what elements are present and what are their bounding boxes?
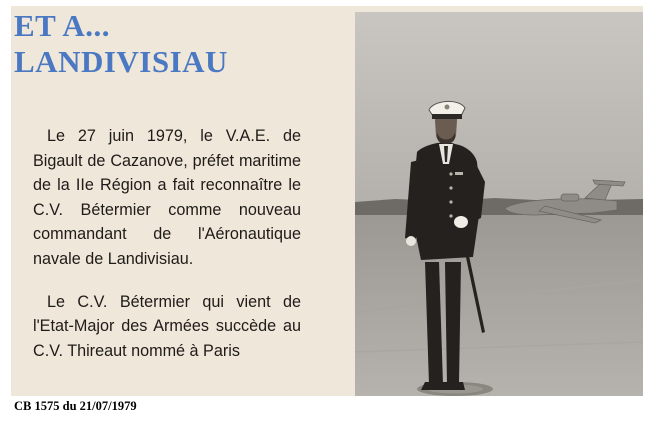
article-paragraph-1: Le 27 juin 1979, le V.A.E. de Bigault de Cazanove, préfet maritime de la IIe Région a fait reconnaître le C.V. Bétermier comme nouveau commandant de l'Aéronautique navale de Landivisiau. xyxy=(33,127,301,268)
source-caption: CB 1575 du 21/07/1979 xyxy=(14,399,137,413)
article-paragraph-2: Le C.V. Bétermier qui vient de l'Etat-Major des Armées succède au C.V. Thireaut nommé à Paris xyxy=(33,292,301,360)
headline xyxy=(14,8,228,80)
newspaper-clipping xyxy=(11,6,643,396)
commander-photo xyxy=(355,12,643,396)
article-body xyxy=(33,124,301,381)
headline-line-1: ET A... xyxy=(14,8,110,43)
headline-line-2: LANDIVISIAU xyxy=(14,44,228,79)
